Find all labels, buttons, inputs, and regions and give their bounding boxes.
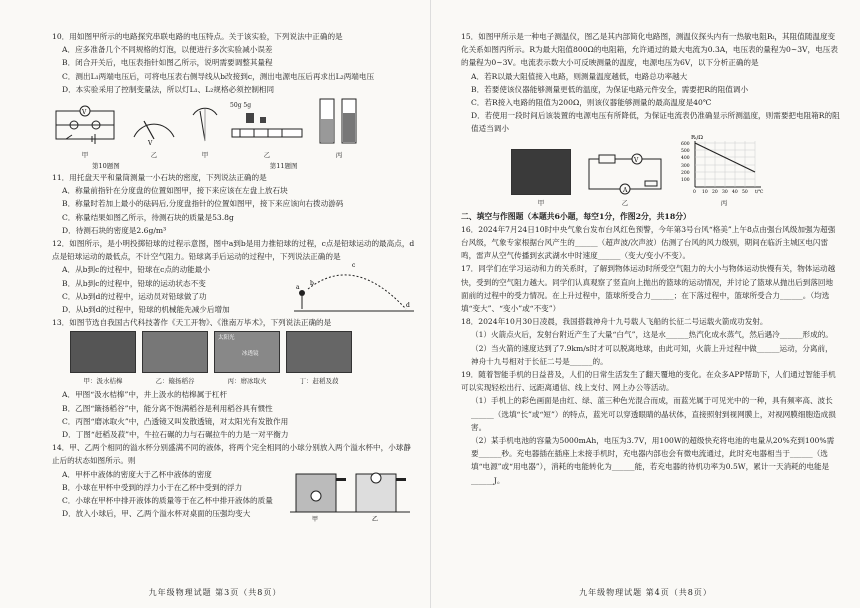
q13-cap-jia: 甲：汲水桔槔 xyxy=(83,377,123,386)
label-b: b xyxy=(310,280,314,288)
q14-opt-b: B．小球在甲杯中受到的浮力小于在乙杯中受到的浮力 xyxy=(62,482,243,492)
q15-opt-a: A．若R以最大阻值接入电路，则测量温度越低，电路总功率越大 xyxy=(471,71,688,81)
xtick-40: 40 xyxy=(732,189,738,195)
left-footer: 九年级物理试题 第3页（共8页） xyxy=(148,588,282,597)
q13-cap-yi: 乙：簸扬稻谷 xyxy=(155,377,195,386)
ytick-100: 100 xyxy=(681,177,690,183)
q13-opt-a: A．甲图“汲水桔槔”中，井上汲水的桔槔属于杠杆 xyxy=(62,390,228,400)
q14-opt-c: C．小球在甲杯中排开液体的质量等于在乙杯中排开液体的质量 xyxy=(62,496,273,506)
graph-xlabel: t/℃ xyxy=(755,189,764,195)
fig10-circuit xyxy=(52,101,118,160)
shotput-trajectory-icon xyxy=(294,259,414,315)
fig11-caption: 第11题图 xyxy=(269,162,298,171)
thermometer-circuit-icon xyxy=(585,151,665,195)
graph-ylabel: Rₜ/Ω xyxy=(691,134,703,141)
q14-opt-a: A．甲杯中液体的密度大于乙杯中液体的密度 xyxy=(62,469,212,479)
xtick-10: 10 xyxy=(702,189,708,195)
label-a: a xyxy=(296,284,300,292)
q15-opt-c: C．若R接入电路的阻值为200Ω，则该仪器能够测量的最高温度是40℃ xyxy=(471,98,712,108)
fig11-scale xyxy=(230,102,304,160)
ytick-400: 400 xyxy=(681,155,690,161)
q11-opt-d: D．待测石块的密度是2.6g/m³ xyxy=(62,225,167,235)
xtick-50: 50 xyxy=(742,189,748,195)
q15-opt-b: B．若要使该仪器能够测量更低的温度，为保证电路元件安全，需要把R的阻值调小 xyxy=(471,84,749,94)
q14-block xyxy=(52,468,416,521)
overflow-cups-icon xyxy=(290,466,410,522)
q15-bing-label: 丙 xyxy=(720,198,728,207)
q12-opt-a: A．从b到c的过程中，铅球在c点的动能最小 xyxy=(62,265,210,275)
q15-jia-label: 甲 xyxy=(537,198,545,207)
ox-roller-image xyxy=(286,331,352,373)
fig11-cylinders xyxy=(314,97,364,160)
fig10-voltmeter xyxy=(128,101,180,160)
label-c: c xyxy=(352,262,356,270)
ytick-600: 600 xyxy=(681,141,690,147)
q13-opt-b: B．乙图“簸扬稻谷”中，能分离不饱满稻谷是利用稻谷具有惯性 xyxy=(62,403,273,413)
q15-figures xyxy=(511,134,840,208)
q13-stem: 13．如图节选自我国古代科技著作《天工开物》、《淮南万毕术》，下列说法正确的是 xyxy=(52,318,332,328)
fig11-jia-label: 甲 xyxy=(201,151,209,160)
q13-opt-c: C．丙图“磨冰取火”中，凸透镜又叫发散透镜，对太阳光有发散作用 xyxy=(62,416,289,426)
voltmeter-dial-icon xyxy=(128,101,180,147)
resistance-temperature-graph xyxy=(679,133,769,195)
well-sweep-image xyxy=(70,331,136,373)
q10-opt-b: B．闭合开关后，电压表指针如图乙所示，说明需要调整其量程 xyxy=(62,58,273,68)
q12-block xyxy=(52,263,416,316)
section-2-heading: 二、填空与作图题（本题共6小题，每空1分，作图2分，共18分） xyxy=(461,211,691,221)
right-footer: 九年级物理试题 第4页（共8页） xyxy=(579,588,712,597)
ytick-300: 300 xyxy=(681,163,690,169)
q11-opt-c: C．称量结果如图乙所示，待测石块的质量是53.8g xyxy=(62,212,234,222)
q10-opt-c: C．测出L₁两端电压后，可将电压表右侧导线从b改接到c，测出电源电压后再求出L₂两端电压 xyxy=(62,71,375,81)
q18-stem: 18．2024年10月30日凌晨，我国搭载神舟十九号载人飞船的长征二号运载火箭成功发射。 xyxy=(461,317,768,327)
q14-yi-label: 乙 xyxy=(372,515,379,522)
fig11-yi-label: 乙 xyxy=(263,151,271,160)
thermometer-image xyxy=(511,149,571,195)
circuit-diagram-icon xyxy=(52,101,118,147)
q13-cap-ding: 丁：赶稻及菽 xyxy=(299,377,339,386)
q10-opt-a: A．应多准备几个不同规格的灯泡，以便进行多次实验减小误差 xyxy=(62,45,273,55)
q12-opt-c: C．从b到d的过程中，运动员对铅球做了功 xyxy=(62,291,207,301)
q13-images xyxy=(70,331,416,386)
figures-10-11 xyxy=(52,98,416,160)
q11-opt-b: B．称量时若加上最小的砝码后,分度盘指针的位置如图甲，接下来应该向右拨动游码 xyxy=(62,199,344,209)
measuring-cylinder-icon xyxy=(314,97,364,147)
xtick-20: 20 xyxy=(712,189,718,195)
q18-part2: （2）当火箭的速度达到了7.9km/s时才可以脱离地球，由此可知，火箭上升过程中做______运动，分离前，神舟十九号相对于长征二号是______的。 xyxy=(471,343,833,366)
ice-lens-label: 冰透镜 xyxy=(242,351,259,358)
svg-text:V: V xyxy=(82,109,87,117)
ytick-500: 500 xyxy=(681,148,690,154)
winnowing-image xyxy=(142,331,208,373)
ytick-200: 200 xyxy=(681,170,690,176)
xtick-30: 30 xyxy=(722,189,728,195)
q14-jia-label: 甲 xyxy=(312,515,319,522)
sunlight-label: 太阳光 xyxy=(218,335,235,342)
q18-part1: （1）火箭点火后，发射台附近产生了大量“白气”，这是水______热汽化成水蒸气，然后遇冷______形成的。 xyxy=(471,330,833,340)
q11-opt-a: A．称量前指针在分度盘的位置如图甲，接下来应该在左盘上放石块 xyxy=(62,186,288,196)
balance-pointer-icon xyxy=(190,101,220,147)
fig-captions xyxy=(92,162,416,171)
fig11-bing-label: 丙 xyxy=(335,151,343,160)
q15-yi-label: 乙 xyxy=(621,198,629,207)
q19-part1: （1）手机上的彩色画面是由红、绿、蓝三种色光混合而成，而蓝光属于可见光中的一种，具有频率高、波长______（选填“长”或“短”）的特点，蓝光可以穿透眼睛的晶状体，直接照射到视网膜上，对视网膜细胞造成损害。 xyxy=(471,396,836,432)
q13-cap-bing: 丙：磨冰取火 xyxy=(227,377,267,386)
svg-text:V: V xyxy=(148,140,153,148)
q14-stem: 14．甲、乙两个相同的溢水杯分别盛满不同的液体，将两个完全相同的小球分别放入两个溢水杯中，小球静止后的状态如图所示。则 xyxy=(52,443,411,466)
label-d: d xyxy=(406,302,410,310)
q19-part2: （2）某手机电池的容量为5000mAh，电压为3.7V，用100W的超级快充将电池的电量从20%充到100%需要______秒。充电器插在插座上未接手机时，充电器内部也会有微电流通过，此时充电器相当于______（选填“电源”或“用电器”），消耗的电能转化为______能，若充电器的待机功率为0.5W，累计一天消耗的电能是______J。 xyxy=(471,436,835,485)
q17-text: 17．同学们在学习运动和力的关系时，了解到物体运动时所受空气阻力的大小与物体运动快慢有关，物体运动越快，受到的空气阻力越大。同学们认真观察了竖直向上抛出的篮球的运动情况，并讨论了篮球从抛出后到落回地面前的过程中的受力情况。在上升过程中，篮球所受合力______；在下落过程中，篮球所受合力______。（均选填“变大”、“变小”或“不变”） xyxy=(461,264,836,314)
weights-ruler-icon xyxy=(230,109,304,147)
q13-opt-d: D．丁图“赶稻及菽”中，牛拉石碾的力与石碾拉牛的力是一对平衡力 xyxy=(62,430,289,440)
q19-stem: 19．随着智能手机的日益普及，人们的日常生活发生了翻天覆地的变化。在众多APP帮助下，人们通过智能手机可以实现轻松出行、远距离通信、线上支付、网上办公等活动。 xyxy=(461,370,836,393)
q12-opt-b: B．从b到c的过程中，铅球的运动状态不变 xyxy=(62,278,206,288)
q10-opt-d: D．本实验采用了控制变量法，所以灯L₁、L₂规格必须控制相同 xyxy=(62,84,275,94)
fig11-mass-label: 50g 5g xyxy=(230,102,252,110)
fig10-caption: 第10题图 xyxy=(92,162,120,171)
fig11-balance xyxy=(190,101,220,160)
xtick-0: 0 xyxy=(693,189,696,195)
svg-text:V: V xyxy=(634,156,639,164)
q12-opt-d: D．从b到d的过程中，铅球的机械能先减少后增加 xyxy=(62,305,230,315)
right-page xyxy=(430,0,860,608)
q10-stem: 10．用如图甲所示的电路探究串联电路的电压特点。关于该实验，下列说法中正确的是 xyxy=(52,32,343,41)
q12-stem: 12．如图所示，是小明投掷铅球的过程示意图，图中a到b是用力推铅球的过程，c点是铅球运动的最高点，d点是铅球运动的最低点，不计空气阻力。铅球离手后运动的过程中，下列说法正确的是 xyxy=(52,239,415,262)
svg-text:A: A xyxy=(623,186,628,194)
q15-opt-d: D．若使用一段时间后该装置的电源电压有所降低，为保证电流表仍准确显示所测温度，则需要把电阻箱R的阻值适当调小 xyxy=(471,111,840,134)
fig10-yi-label: 乙 xyxy=(150,151,158,160)
q16-text: 16．2024年7月24日10时中央气象台发布台风红色预警，今年第3号台风“格美”上午8点由强台风级加强为超强台风级，气象专家根据台风产生的______（超声波/次声波）估测了台风的风力级别，期间在临沂主城区电闪雷鸣，雷声从空气传播到玄武湖水中时速度______（变大/变小/不变）。 xyxy=(461,224,836,261)
q14-opt-d: D．放入小球后，甲、乙两个溢水杯对桌面的压强均变大 xyxy=(62,509,251,519)
q11-stem: 11．用托盘天平和量筒测量一小石块的密度，下列说法正确的是 xyxy=(52,173,267,183)
fig10-jia-label: 甲 xyxy=(81,151,89,160)
q15-stem: 15．如图甲所示是一种电子测温仪，图乙是其内部简化电路图，测温仪探头内有一热敏电阻Rₜ，其阻值随温度变化关系如图丙所示。R为最大阻值800Ω的电阻箱，允许通过的最大电流为0.3A，电压表的量程为0~3V，电压表的量程为0~3V。电流表示数大小可反映测量的温度，电源电压为6V，以下分析正确的是 xyxy=(461,32,838,68)
